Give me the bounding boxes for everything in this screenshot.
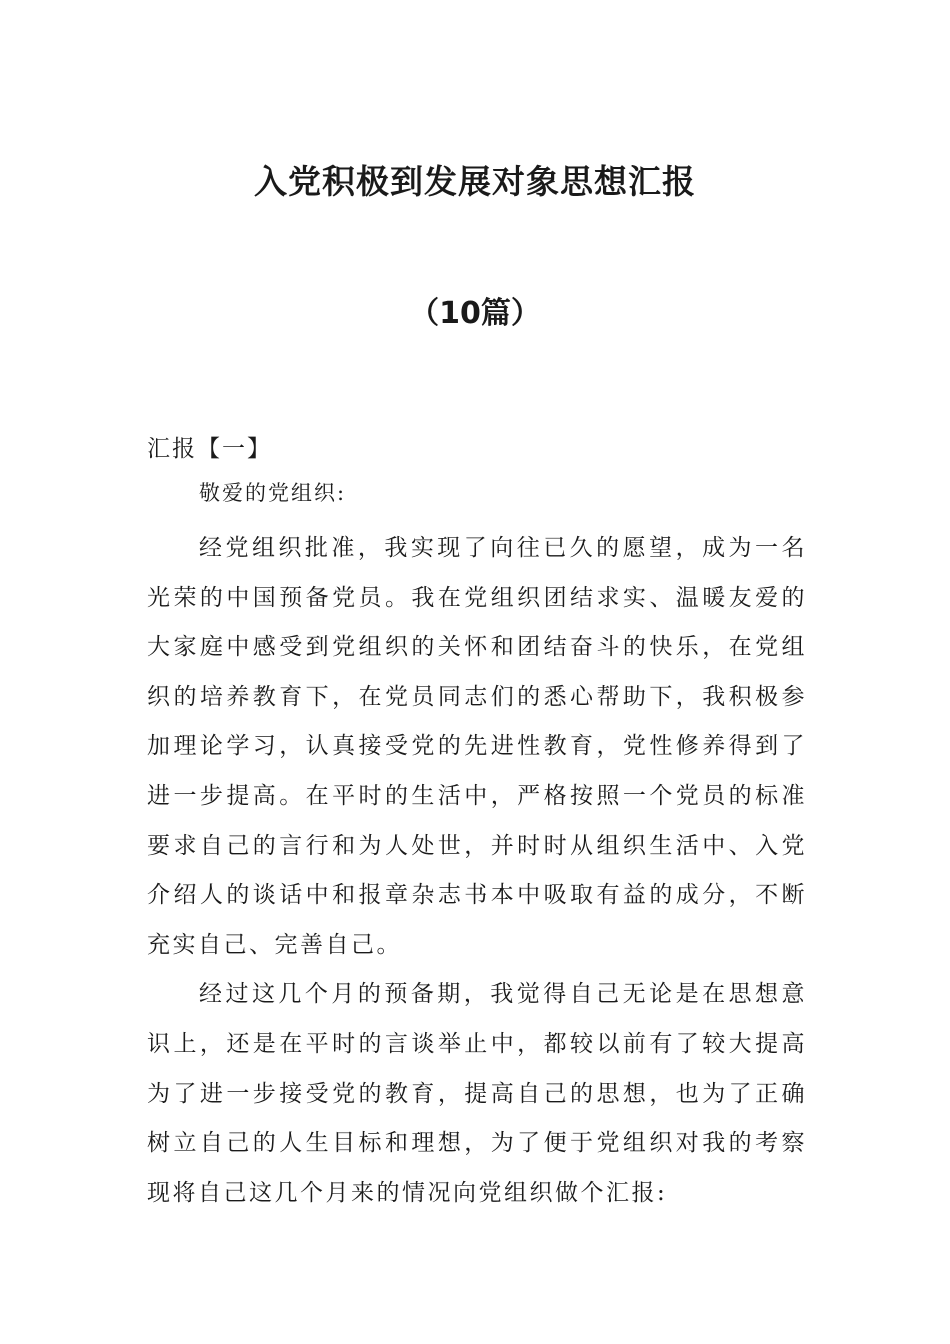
paragraph-2: 经过这几个月的预备期，我觉得自己无论是在思想意识上，还是在平时的言谈举止中，都较以前有了较大提高为了进一步接受党的教育，提高自己的思想，也为了正确树立自己的人生目标和理想，为了便于党组织对我的考察现将自己这几个月来的情况向党组织做个汇报: (147, 981, 807, 1206)
paragraph-1: 经党组织批准，我实现了向往已久的愿望，成为一名光荣的中国预备党员。我在党组织团结求实、温暖友爱的大家庭中感受到党组织的关怀和团结奋斗的快乐，在党组织的培养教育下，在党员同志们的悉心帮助下，我积极参加理论学习，认真接受党的先进性教育，党性修养得到了进一步提高。在平时的生活中，严格按照一个党员的标准要求自己的言行和为人处世，并时时从组织生活中、入党介绍人的谈话中和报章杂志书本中吸取有益的成分，不断充实自己、完善自己。 (147, 535, 807, 958)
document-title: 入党积极到发展对象思想汇报 (254, 162, 696, 201)
document-subtitle: （10篇） (409, 296, 541, 331)
salutation: 敬爱的党组织: (199, 481, 347, 505)
section-heading: 汇报【一】 (147, 436, 272, 462)
document-body (147, 430, 807, 1218)
